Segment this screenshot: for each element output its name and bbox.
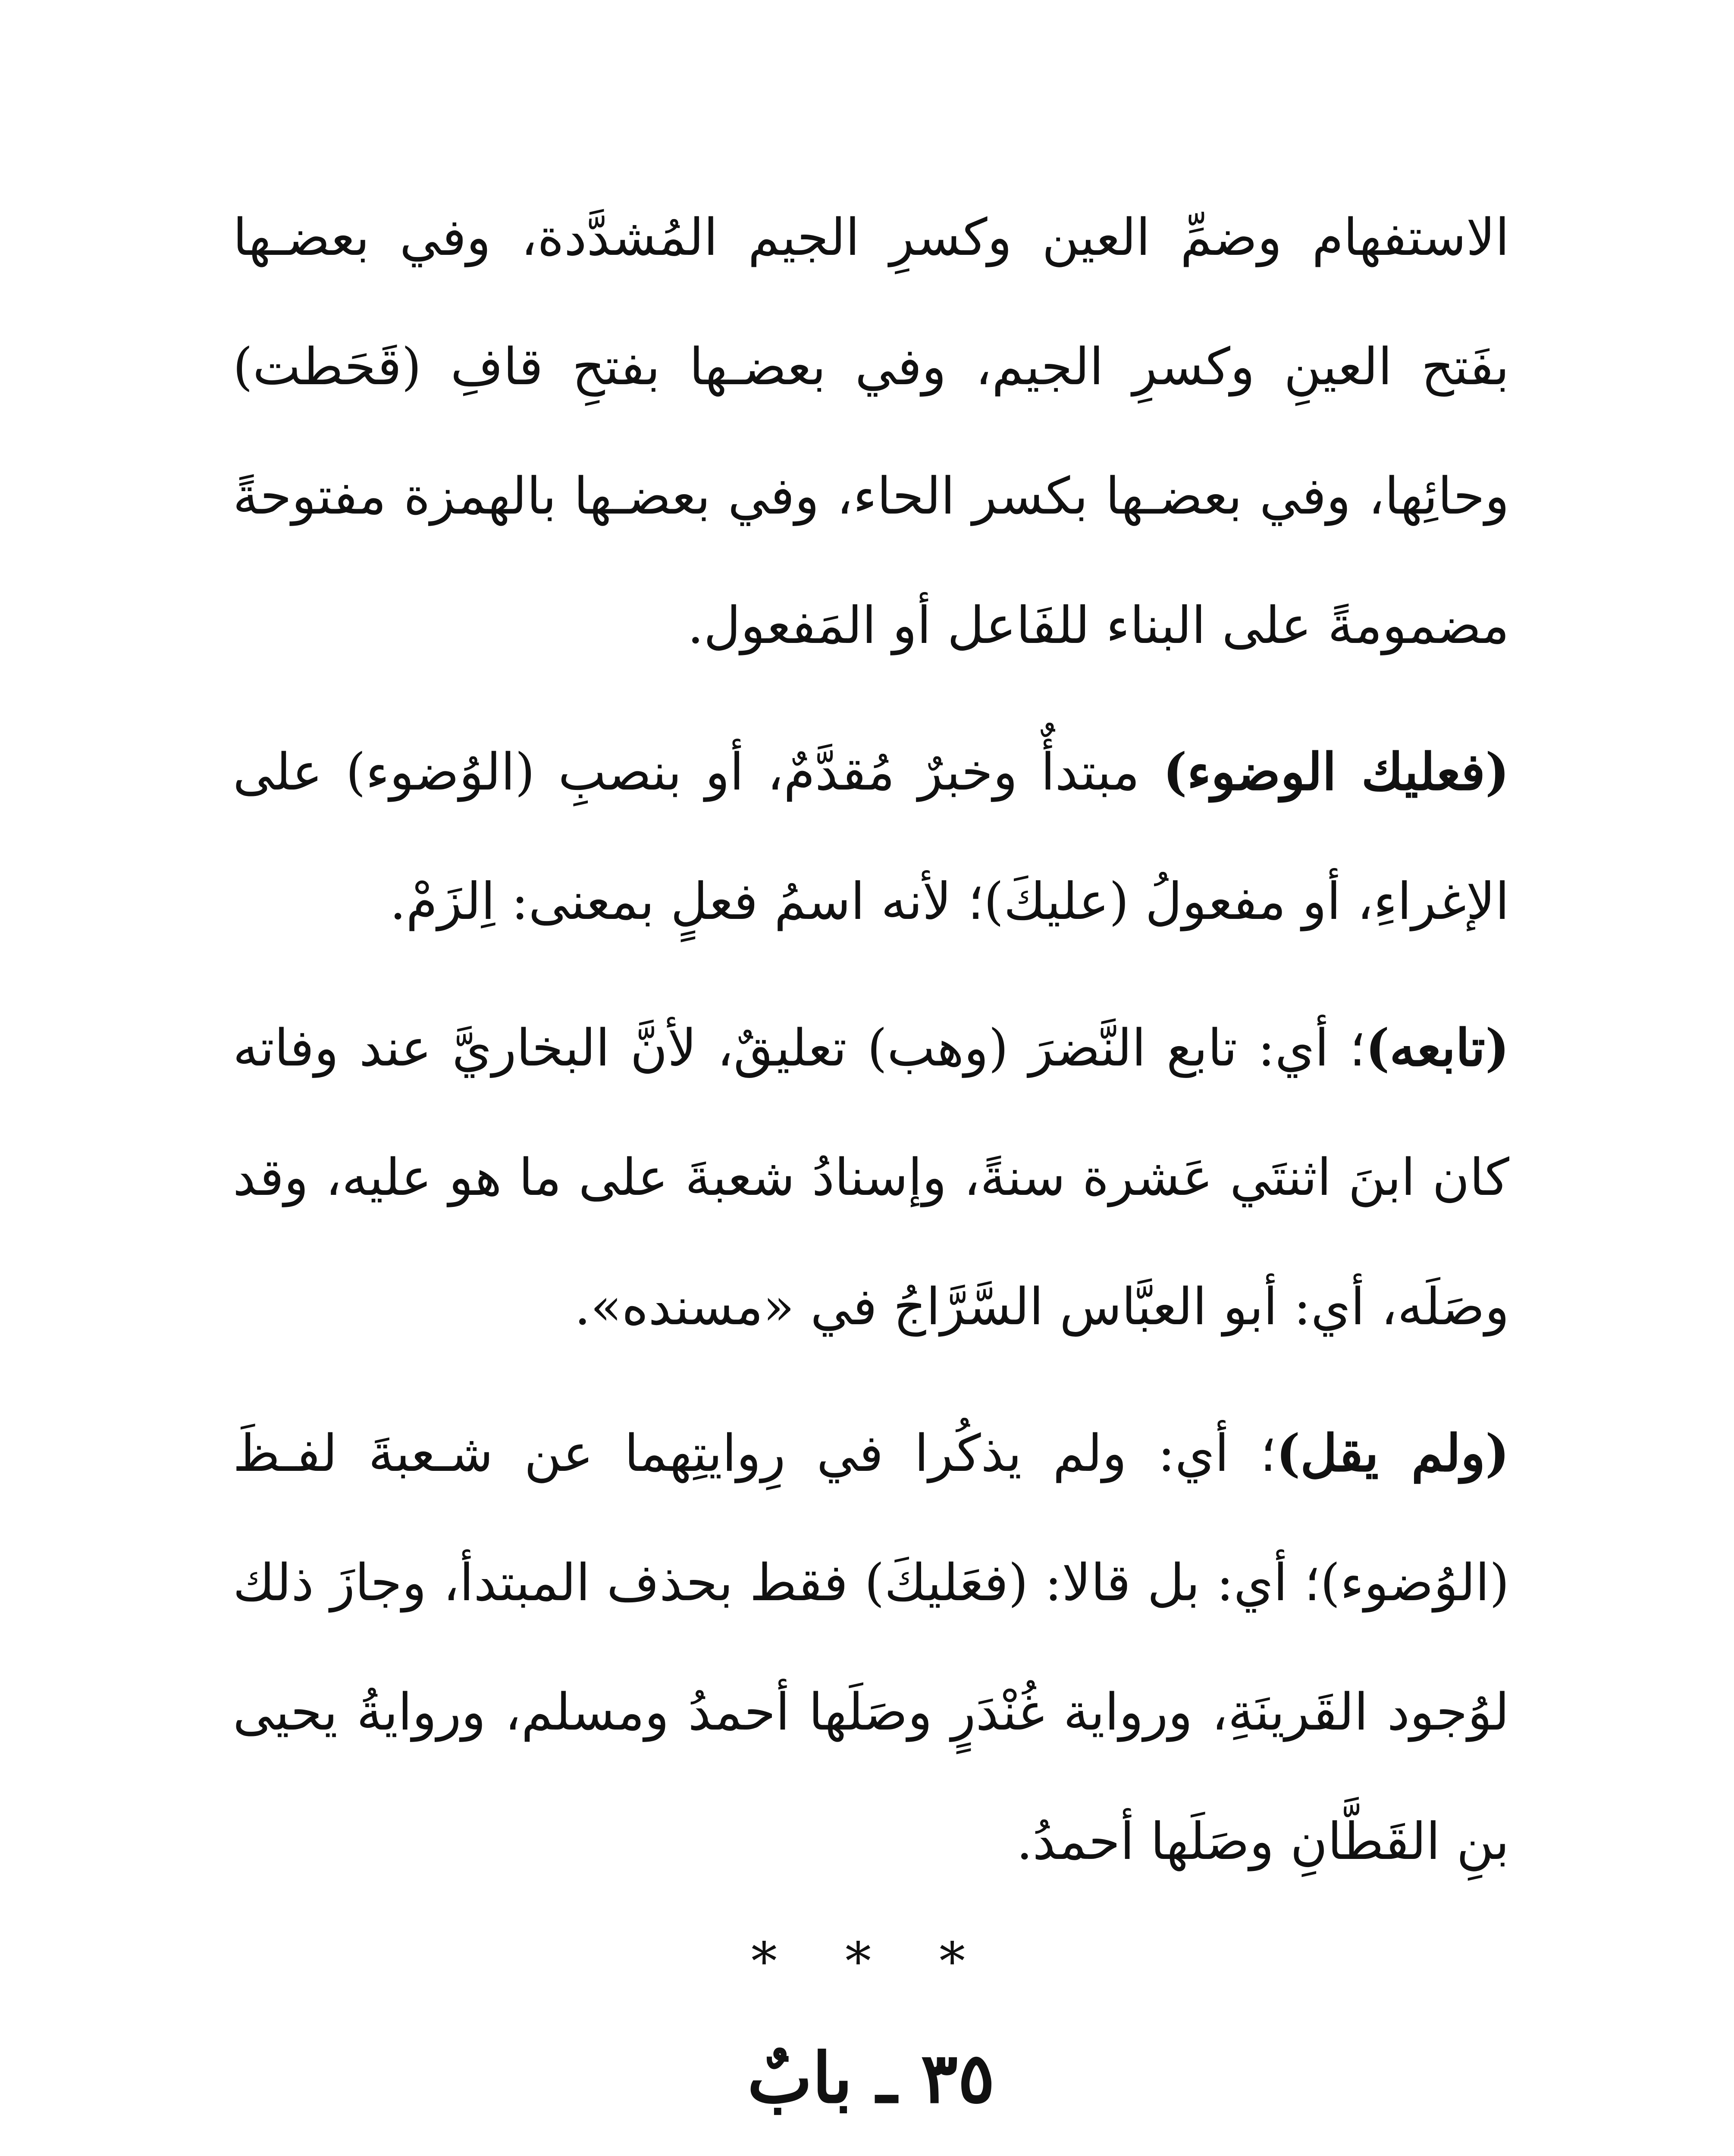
paragraph-lead: (ولم يقل): [1276, 1423, 1510, 1483]
paragraph-text: الاستفهام وضمِّ العين وكسرِ الجيم المُشدَّدة، وفي بعضـها بفَتح العينِ وكسرِ الجيم، وفي بعضـها بفتحِ قافِ (قَحَطت) وحائِها، وفي بعضـها بكسر الحاء، وفي بعضـها بالهمزة مفتوحةً مضمومةً على البناء للفَاعل أو المَفعول.: [233, 207, 1509, 655]
chapter-title: [233, 2143, 1509, 2156]
paragraph-lead: (فعليك الوضوء): [1163, 742, 1509, 802]
paragraph-text: ؛ أي: تابع النَّضرَ (وهب) تعليقٌ، لأنَّ البخاريَّ عند وفاته كان ابنَ اثنتَي عَشرة سنةً، وإسنادُ شعبةَ على ما هو عليه، وقد وصَلَه، أي: أبو العبَّاس السَّرَّاجُ في «مسنده».: [233, 1018, 1509, 1336]
book-page: [233, 172, 1509, 2156]
commentary-paragraph: [233, 1388, 1509, 1906]
paragraph-text: ؛ أي: ولم يذكُرا في رِوايتِهما عن شـعبةَ لفـظَ (الوُضوء)؛ أي: بل قالا: (فعَليكَ) فقط بحذف المبتدأ، وجازَ ذلك لوُجود القَرينَةِ، ورواية غُنْدَرٍ وصَلَها أحمدُ ومسلم، وروايةُ يحيى بنِ القَطَّانِ وصَلَها أحمدُ.: [233, 1423, 1509, 1871]
commentary-paragraph: [233, 707, 1509, 966]
commentary-paragraph: [233, 983, 1509, 1371]
commentary-paragraph: [233, 172, 1509, 690]
chapter-number: ٣٥ ـ بابٌ: [747, 2037, 995, 2118]
section-separator: * * *: [751, 1932, 991, 1992]
paragraph-text: مبتدأٌ وخبرٌ مُقدَّمٌ، أو بنصبِ (الوُضوء) على الإغراءِ، أو مفعولُ (عليكَ)؛ لأنه اسمُ فعلٍ بمعنى: اِلزَمْ.: [233, 742, 1509, 931]
paragraph-lead: (تابعه): [1365, 1018, 1509, 1078]
